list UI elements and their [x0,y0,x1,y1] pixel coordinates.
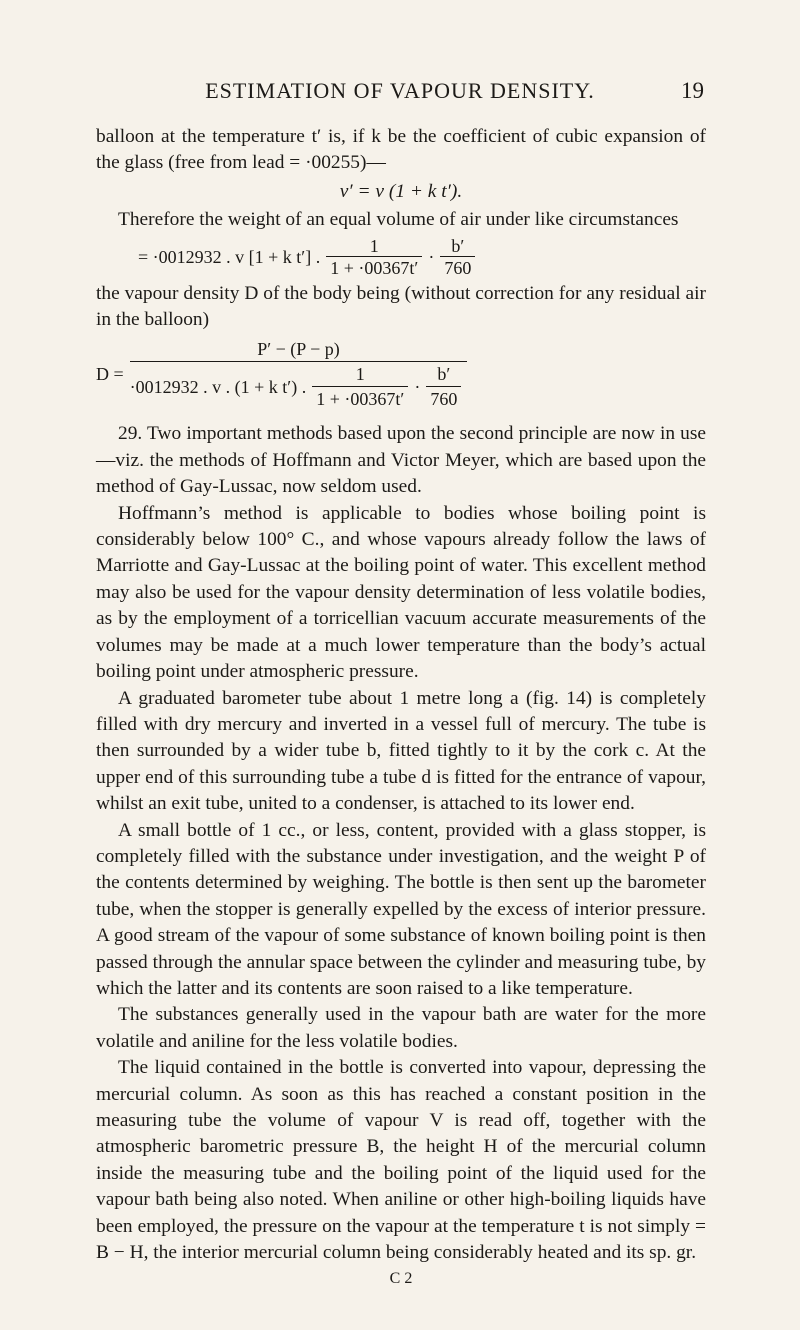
eq3-den-lead: ·0012932 . v . (1 + k t′) . [129,376,307,397]
eq3-main-fraction [130,337,468,411]
eq3-lhs: D = [96,364,124,385]
eq2-frac1-num: 1 [369,235,379,256]
eq2-frac2-den: 760 [440,256,475,279]
eq2-frac2-num: b′ [451,235,465,256]
page-number: 19 [681,78,704,103]
eq3-fraction-pressure [426,362,461,411]
paragraph-liquid-vapour: The liquid contained in the bottle is converted into vapour, depressing the mercurial column. As soon as this has reached a constant position in the measuring tube the volume of vapour V is read off, together with the atmospheric barometric pressure B, the height H of the mercurial column inside the measuring tube and the boiling point of the liquid used for the vapour bath being also noted. When aniline or other high-boiling liquids have been employed, the pressure on the vapour at the temperature t is not simply = B − H, the interior mercurial column being considerably heated and its sp. gr. [96,1057,706,1264]
paragraph-hoffmann: Hoffmann’s method is applicable to bodies whose boiling point is considerably below 100° C., and whose vapours already follow the laws of Marriotte and Gay-Lussac at the boiling point of water. This excellent method may also be used for the vapour density determination of less volatile bodies, as by the employment of a torricellian vacuum accurate measurements of the volumes may be made at a much lower temperature than the body’s actual boiling point under atmospheric pressure. [96,502,706,683]
eq3-frac2-den: 760 [426,386,461,411]
paragraph-small-bottle: A small bottle of 1 cc., or less, content, provided with a glass stopper, is completely filled with the substance under investigation, and the weight P of the contents determined by weighing. The bottle is then sent up the barometer tube, when the stopper is generally expelled by the excess of interior pressure. A good stream of the vapour of some substance of known boiling point is then passed through the annular space between the cylinder and measuring tube, by which the latter and its contents are soon raised to a like temperature. [96,819,706,999]
eq3-fraction-temp [312,362,408,411]
eq2-fraction-temp [326,236,422,279]
equation-air-weight [96,236,706,279]
eq3-numerator: P′ − (P − p) [257,339,340,360]
eq2-frac1-den: 1 + ·00367t′ [326,256,422,279]
paragraph-barometer-tube: A graduated barometer tube about 1 metre long a (fig. 14) is completely filled with dry mercury and inverted in a vessel full of mercury. The tube is then surrounded by a wider tube b, fitted tightly to it by the cork c. At the upper end of this surrounding tube a tube d is fitted for the entrance of vapour, whilst an exit tube, united to a condenser, is attached to its lower end. [96,687,706,815]
signature-mark: C 2 [389,1270,413,1288]
eq3-frac1-num: 1 [355,364,365,385]
eq3-frac2-num: b′ [437,364,451,385]
paragraph-29: 29. Two important methods based upon the second principle are now in use—viz. the methods of Hoffmann and Victor Meyer, which are based upon the method of Gay-Lussac, now seldom used. [96,423,706,498]
running-header [96,78,704,106]
page-body [96,124,706,1293]
eq3-denominator [130,361,468,411]
eq2-dot: · [428,246,435,267]
equation-expansion: v′ = v (1 + k t′). [339,180,463,202]
eq3-frac1-den: 1 + ·00367t′ [312,386,408,411]
equation-vapour-density [96,337,706,411]
intro-line-1: balloon at the temperature t′ is, if k be the coefficient of cubic expansion of the glass (free from lead = ·00255)— [96,126,706,174]
eq3-dot: · [414,376,421,397]
running-title: ESTIMATION OF VAPOUR DENSITY. [205,78,595,103]
intro-line-3: the vapour density D of the body being (without correction for any residual air in the balloon) [96,282,706,331]
eq2-fraction-pressure [440,236,475,279]
paragraph-vapour-bath: The substances generally used in the vapour bath are water for the more volatile and aniline for the less volatile bodies. [96,1004,706,1052]
intro-line-2: Therefore the weight of an equal volume of air under like circumstances [118,209,679,231]
eq2-lead: = ·0012932 . v [1 + k t′] . [138,246,321,267]
